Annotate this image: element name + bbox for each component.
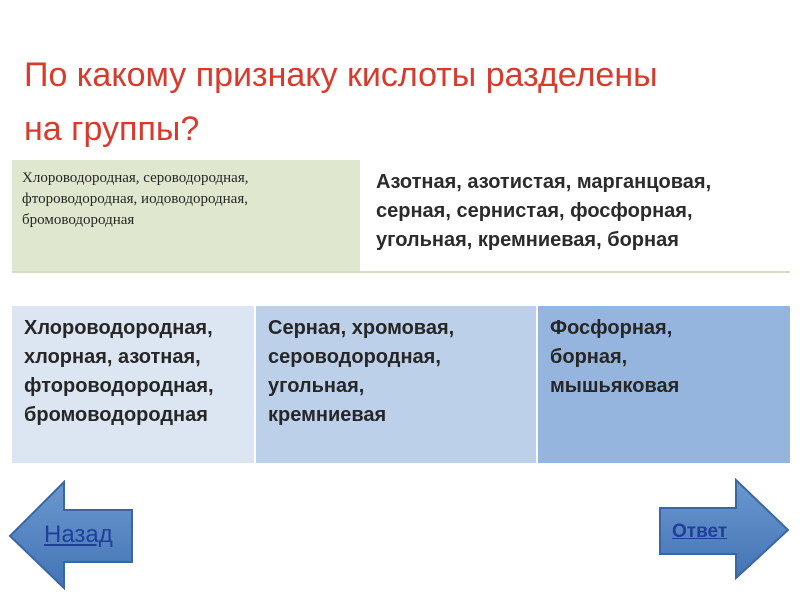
group-box-line: Азотная, азотистая, марганцовая, bbox=[376, 171, 712, 193]
group-box-line: мышьяковая bbox=[550, 375, 680, 397]
group-box-line: Хлороводородная, bbox=[24, 317, 213, 339]
group-box-line: хлорная, азотная, bbox=[24, 346, 201, 368]
group-box-line: сероводородная, bbox=[268, 346, 441, 368]
group-box-oxygen-free bbox=[12, 160, 362, 273]
group-box-line: бромоводородная bbox=[24, 404, 208, 426]
group-box-line: борная, bbox=[550, 346, 628, 368]
group-box-first bbox=[12, 306, 256, 463]
group-box-line: кремниевая bbox=[268, 404, 387, 426]
group-box-line: фтороводородная, иодоводородная, bbox=[22, 191, 248, 207]
group-box-line: Хлороводородная, сероводородная, bbox=[22, 170, 249, 186]
back-link[interactable]: Назад bbox=[44, 521, 113, 548]
title-line-2: на группы? bbox=[24, 110, 200, 148]
group-box-line: Фосфорная, bbox=[550, 317, 673, 339]
group-box-third bbox=[538, 306, 790, 463]
group-box-line: серная, сернистая, фосфорная, bbox=[376, 200, 693, 222]
group-box-oxygen-containing bbox=[362, 160, 790, 273]
classification-row-1 bbox=[12, 160, 790, 273]
row-divider bbox=[12, 271, 790, 273]
group-box-line: Серная, хромовая, bbox=[268, 317, 455, 339]
group-box-line: бромоводородная bbox=[22, 212, 135, 228]
group-box-line: фтороводородная, bbox=[24, 375, 214, 397]
answer-link[interactable]: Ответ bbox=[672, 521, 728, 542]
group-box-line: угольная, кремниевая, борная bbox=[376, 229, 679, 251]
classification-row-2 bbox=[12, 306, 790, 463]
group-box-second bbox=[256, 306, 538, 463]
title-line-1: По какому признаку кислоты разделены bbox=[24, 56, 658, 94]
group-box-line: угольная, bbox=[268, 375, 365, 397]
page-title bbox=[24, 48, 764, 156]
